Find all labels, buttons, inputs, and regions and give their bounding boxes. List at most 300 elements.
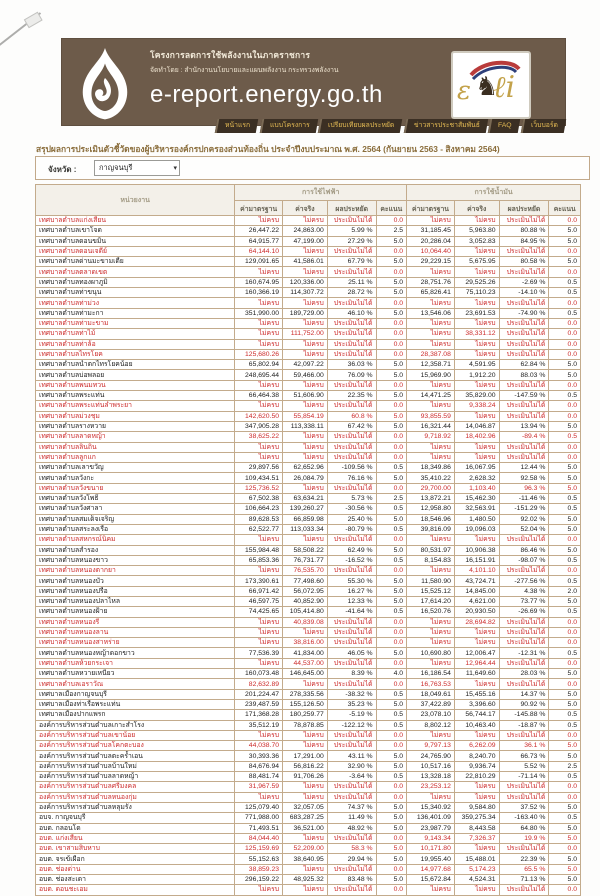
value-cell-6: 13.94 % xyxy=(499,421,549,431)
value-cell-0: 35,512.19 xyxy=(235,720,283,730)
value-cell-7: 5.0 xyxy=(549,463,581,473)
table-row xyxy=(36,813,581,823)
value-cell-4: ไม่ครบ xyxy=(407,627,455,637)
value-cell-4: 9,143.34 xyxy=(407,833,455,843)
org-name-cell: องค์การบริหารส่วนตำบลโคกตะบอง xyxy=(36,741,235,751)
svg-text:♞: ♞ xyxy=(475,71,499,101)
project-title: โครงการลดการใช้พลังงานในภาคราชการ xyxy=(150,50,311,60)
value-cell-2: -30.56 % xyxy=(327,504,376,514)
value-cell-5: 10,463.40 xyxy=(454,720,499,730)
value-cell-7: 0.0 xyxy=(549,452,581,462)
value-cell-7: 5.0 xyxy=(549,514,581,524)
value-cell-5: 15,488.01 xyxy=(454,854,499,864)
value-cell-5: ไม่ครบ xyxy=(454,339,499,349)
value-cell-3: 5.0 xyxy=(376,391,407,401)
org-name-cell: เทศบาลตำบลเขาโจด xyxy=(36,226,235,236)
column-header-org: หน่วยงาน xyxy=(36,185,235,216)
value-cell-2: 43.11 % xyxy=(327,751,376,761)
table-row xyxy=(36,823,581,833)
value-cell-4: ไม่ครบ xyxy=(407,535,455,545)
value-cell-4: 136,401.09 xyxy=(407,813,455,823)
value-cell-0: 89,628.53 xyxy=(235,514,283,524)
value-cell-4: ไม่ครบ xyxy=(407,380,455,390)
value-cell-0: ไม่ครบ xyxy=(235,885,283,895)
org-name-cell: เทศบาลตำบลพระแท่น xyxy=(36,391,235,401)
value-cell-2: ประเมินไม่ได้ xyxy=(327,730,376,740)
value-cell-2: ประเมินไม่ได้ xyxy=(327,452,376,462)
value-cell-1: ไม่ครบ xyxy=(283,452,328,462)
table-row xyxy=(36,267,581,277)
value-cell-7: 5.0 xyxy=(549,257,581,267)
value-cell-4: ไม่ครบ xyxy=(407,339,455,349)
value-cell-6: 90.92 % xyxy=(499,699,549,709)
value-cell-3: 0.0 xyxy=(376,864,407,874)
value-cell-4: ไม่ครบ xyxy=(407,298,455,308)
table-row xyxy=(36,802,581,812)
table-row xyxy=(36,514,581,524)
value-cell-7: 0.0 xyxy=(549,679,581,689)
org-name-cell: องค์การบริหารส่วนตำบลหนองกุ่ม xyxy=(36,792,235,802)
value-cell-7: 0.0 xyxy=(549,782,581,792)
org-name-cell: เทศบาลตำบลไทรโยค xyxy=(36,349,235,359)
table-row xyxy=(36,236,581,246)
value-cell-4: 13,546.06 xyxy=(407,308,455,318)
value-cell-6: -18.87 % xyxy=(499,720,549,730)
nav-item-4[interactable]: FAQ xyxy=(488,119,520,133)
value-cell-1: 77,498.60 xyxy=(283,576,328,586)
value-cell-6: ประเมินไม่ได้ xyxy=(499,216,549,226)
value-cell-7: 0.5 xyxy=(549,555,581,565)
value-cell-7: 0.0 xyxy=(549,885,581,895)
value-cell-0: 84,676.94 xyxy=(235,761,283,771)
table-row xyxy=(36,679,581,689)
value-cell-2: 27.29 % xyxy=(327,236,376,246)
org-name-cell: อบจ. กาญจนบุรี xyxy=(36,813,235,823)
group-header-electricity: การใช้ไฟฟ้า xyxy=(235,185,407,201)
value-cell-2: -3.64 % xyxy=(327,772,376,782)
value-cell-3: 4.0 xyxy=(376,669,407,679)
value-cell-5: 75,110.23 xyxy=(454,288,499,298)
value-cell-2: ประเมินไม่ได้ xyxy=(327,658,376,668)
value-cell-3: 0.0 xyxy=(376,380,407,390)
value-cell-2: ประเมินไม่ได้ xyxy=(327,329,376,339)
value-cell-4: 8,802.12 xyxy=(407,720,455,730)
value-cell-0: 46,597.75 xyxy=(235,596,283,606)
value-cell-1: 41,586.01 xyxy=(283,257,328,267)
value-cell-6: 71.13 % xyxy=(499,875,549,885)
value-cell-7: 0.0 xyxy=(549,411,581,421)
eppo-mascot-logo xyxy=(451,51,531,119)
value-cell-6: ประเมินไม่ได้ xyxy=(499,380,549,390)
value-cell-6: ประเมินไม่ได้ xyxy=(499,339,549,349)
page-subtitle: สรุปผลการประเมินตัวชี้วัดของผู้บริหารองค์กรปกครองส่วนท้องถิ่น ประจำปีงบประมาณ พ.ศ. 2564 (กันยายน 2563 - สิงหาคม 2564) xyxy=(36,144,500,154)
subheader-elec-standard: ค่ามาตรฐาน xyxy=(235,201,283,216)
chevron-down-icon: ▾ xyxy=(173,165,177,172)
value-cell-1: ไม่ครบ xyxy=(283,782,328,792)
value-cell-4: 29,700.00 xyxy=(407,483,455,493)
table-row xyxy=(36,298,581,308)
value-cell-6: ประเมินไม่ได้ xyxy=(499,411,549,421)
value-cell-6: ประเมินไม่ได้ xyxy=(499,885,549,895)
value-cell-7: 0.0 xyxy=(549,246,581,256)
value-cell-7: 2.5 xyxy=(549,761,581,771)
org-name-cell: เทศบาลตำบลดอนขมิ้น xyxy=(36,236,235,246)
value-cell-5: 9,936.74 xyxy=(454,761,499,771)
value-cell-5: 15,455.16 xyxy=(454,689,499,699)
value-cell-1: ไม่ครบ xyxy=(283,535,328,545)
value-cell-3: 5.0 xyxy=(376,308,407,318)
value-cell-2: -38.32 % xyxy=(327,689,376,699)
value-cell-4: ไม่ครบ xyxy=(407,566,455,576)
results-table-wrap xyxy=(35,184,581,896)
value-cell-2: 32.90 % xyxy=(327,761,376,771)
value-cell-5: ไม่ครบ xyxy=(454,885,499,895)
value-cell-2: 58.3 % xyxy=(327,844,376,854)
value-cell-6: 19.9 % xyxy=(499,833,549,843)
value-cell-6: ประเมินไม่ได้ xyxy=(499,442,549,452)
value-cell-7: 5.0 xyxy=(549,421,581,431)
org-name-cell: เทศบาลเมืองกาญจนบุรี xyxy=(36,689,235,699)
value-cell-6: 22.39 % xyxy=(499,854,549,864)
value-cell-4: 12,358.71 xyxy=(407,360,455,370)
value-cell-2: ประเมินไม่ได้ xyxy=(327,833,376,843)
org-name-cell: เทศบาลตำบลลูกแก xyxy=(36,452,235,462)
value-cell-7: 0.0 xyxy=(549,627,581,637)
value-cell-3: 5.0 xyxy=(376,257,407,267)
value-cell-4: 15,525.12 xyxy=(407,586,455,596)
value-cell-3: 5.0 xyxy=(376,854,407,864)
value-cell-0: 66,971.42 xyxy=(235,586,283,596)
value-cell-1: 120,336.00 xyxy=(283,277,328,287)
value-cell-7: 0.0 xyxy=(549,792,581,802)
value-cell-2: 5.99 % xyxy=(327,226,376,236)
value-cell-2: ประเมินไม่ได้ xyxy=(327,216,376,226)
value-cell-0: ไม่ครบ xyxy=(235,658,283,668)
value-cell-1: 42,097.22 xyxy=(283,360,328,370)
value-cell-7: 0.5 xyxy=(549,391,581,401)
value-cell-6: ประเมินไม่ได้ xyxy=(499,329,549,339)
value-cell-5: 3,396.60 xyxy=(454,699,499,709)
value-cell-1: 40,839.08 xyxy=(283,617,328,627)
value-cell-5: 38,331.12 xyxy=(454,329,499,339)
svg-text:ε: ε xyxy=(457,76,471,106)
value-cell-5: 14,046.87 xyxy=(454,421,499,431)
value-cell-6: 80.88 % xyxy=(499,226,549,236)
value-cell-1: ไม่ครบ xyxy=(283,380,328,390)
value-cell-1: ไม่ครบ xyxy=(283,401,328,411)
nav-item-3[interactable]: ข่าวสารประชาสัมพันธ์ xyxy=(403,119,487,133)
org-name-cell: เทศบาลตำบลหนองหญ้าดอกขาว xyxy=(36,648,235,658)
value-cell-3: 0.0 xyxy=(376,885,407,895)
value-cell-6: 88.03 % xyxy=(499,370,549,380)
value-cell-3: 0.5 xyxy=(376,720,407,730)
value-cell-3: 0.0 xyxy=(376,298,407,308)
value-cell-4: 18,049.61 xyxy=(407,689,455,699)
table-row xyxy=(36,483,581,493)
table-row xyxy=(36,658,581,668)
value-cell-1: ไม่ครบ xyxy=(283,885,328,895)
value-cell-7: 0.0 xyxy=(549,617,581,627)
value-cell-0: 64,144.10 xyxy=(235,246,283,256)
value-cell-7: 0.5 xyxy=(549,813,581,823)
subheader-elec-score: คะแนน xyxy=(376,201,407,216)
value-cell-6: -163.40 % xyxy=(499,813,549,823)
value-cell-0: 82,632.89 xyxy=(235,679,283,689)
value-cell-3: 0.0 xyxy=(376,267,407,277)
value-cell-0: 106,664.23 xyxy=(235,504,283,514)
table-row xyxy=(36,607,581,617)
org-name-cell: องค์การบริหารส่วนตำบลตะคร้ำเอน xyxy=(36,751,235,761)
value-cell-0: 160,674.95 xyxy=(235,277,283,287)
table-row xyxy=(36,288,581,298)
table-row xyxy=(36,792,581,802)
value-cell-7: 5.0 xyxy=(549,875,581,885)
value-cell-7: 5.0 xyxy=(549,699,581,709)
value-cell-6: ประเมินไม่ได้ xyxy=(499,318,549,328)
nav-item-1[interactable]: แบบโครงการ xyxy=(259,119,317,133)
value-cell-0: ไม่ครบ xyxy=(235,566,283,576)
org-name-cell: เทศบาลตำบลตลาดเขต xyxy=(36,267,235,277)
org-name-cell: เทศบาลตำบลบ่อพลอย xyxy=(36,370,235,380)
table-row xyxy=(36,730,581,740)
value-cell-6: 80.58 % xyxy=(499,257,549,267)
value-cell-7: 0.0 xyxy=(549,267,581,277)
value-cell-7: 0.0 xyxy=(549,442,581,452)
value-cell-1: ไม่ครบ xyxy=(283,442,328,452)
value-cell-4: 20,286.04 xyxy=(407,236,455,246)
table-row xyxy=(36,421,581,431)
org-name-cell: องค์การบริหารส่วนตำบลบ้านใหม่ xyxy=(36,761,235,771)
value-cell-3: 0.0 xyxy=(376,216,407,226)
value-cell-0: 62,522.77 xyxy=(235,524,283,534)
value-cell-4: ไม่ครบ xyxy=(407,442,455,452)
value-cell-0: 55,152.63 xyxy=(235,854,283,864)
value-cell-0: 125,736.52 xyxy=(235,483,283,493)
org-name-cell: เทศบาลตำบลรางหวาย xyxy=(36,421,235,431)
org-name-cell: เทศบาลตำบลท่าม่วง xyxy=(36,298,235,308)
value-cell-1: 26,084.79 xyxy=(283,473,328,483)
value-cell-7: 0.5 xyxy=(549,288,581,298)
site-title: e-report.energy.go.th xyxy=(150,81,383,108)
value-cell-5: 7,326.37 xyxy=(454,833,499,843)
table-row xyxy=(36,360,581,370)
value-cell-0: ไม่ครบ xyxy=(235,730,283,740)
value-cell-4: 28,751.76 xyxy=(407,277,455,287)
org-name-cell: เทศบาลตำบลเอราวัณ xyxy=(36,679,235,689)
value-cell-3: 0.0 xyxy=(376,833,407,843)
value-cell-1: ไม่ครบ xyxy=(283,298,328,308)
value-cell-4: 65,826.41 xyxy=(407,288,455,298)
value-cell-6: ประเมินไม่ได้ xyxy=(499,730,549,740)
value-cell-7: 0.0 xyxy=(549,329,581,339)
table-row xyxy=(36,854,581,864)
table-row xyxy=(36,401,581,411)
value-cell-0: 239,487.59 xyxy=(235,699,283,709)
org-name-cell: เทศบาลตำบลหวายเหนียว xyxy=(36,669,235,679)
value-cell-0: 44,038.70 xyxy=(235,741,283,751)
value-cell-2: -16.52 % xyxy=(327,555,376,565)
value-cell-2: 16.27 % xyxy=(327,586,376,596)
org-name-cell: องค์การบริหารส่วนตำบลหลุมรัง xyxy=(36,802,235,812)
value-cell-1: 24,863.00 xyxy=(283,226,328,236)
org-name-cell: เทศบาลตำบลหนองบัว xyxy=(36,576,235,586)
value-cell-5: 1,480.50 xyxy=(454,514,499,524)
value-cell-6: 84.95 % xyxy=(499,236,549,246)
value-cell-4: 10,517.16 xyxy=(407,761,455,771)
org-name-cell: เทศบาลตำบลท่าล้อ xyxy=(36,339,235,349)
value-cell-3: 5.0 xyxy=(376,514,407,524)
value-cell-7: 5.0 xyxy=(549,854,581,864)
value-cell-4: ไม่ครบ xyxy=(407,216,455,226)
value-cell-0: 66,464.38 xyxy=(235,391,283,401)
value-cell-6: 73.77 % xyxy=(499,596,549,606)
value-cell-2: 67.42 % xyxy=(327,421,376,431)
value-cell-5: ไม่ครบ xyxy=(454,535,499,545)
value-cell-6: ประเมินไม่ได้ xyxy=(499,349,549,359)
nav-item-2[interactable]: เปรียบเทียบผลประหยัด xyxy=(318,119,403,133)
value-cell-6: ประเมินไม่ได้ xyxy=(499,679,549,689)
value-cell-6: ประเมินไม่ได้ xyxy=(499,658,549,668)
value-cell-3: 0.0 xyxy=(376,782,407,792)
value-cell-0: ไม่ครบ xyxy=(235,339,283,349)
nav-item-0[interactable]: หน้าแรก xyxy=(215,119,259,133)
value-cell-6: 12.44 % xyxy=(499,463,549,473)
org-name-cell: เทศบาลตำบลม่วงชุม xyxy=(36,411,235,421)
value-cell-7: 0.5 xyxy=(549,720,581,730)
value-cell-4: 31,185.45 xyxy=(407,226,455,236)
value-cell-3: 5.0 xyxy=(376,545,407,555)
value-cell-5: 14,845.00 xyxy=(454,586,499,596)
table-row xyxy=(36,226,581,236)
table-row xyxy=(36,524,581,534)
value-cell-3: 5.0 xyxy=(376,576,407,586)
org-name-cell: เทศบาลตำบลสำรอง xyxy=(36,545,235,555)
value-cell-3: 5.0 xyxy=(376,844,407,854)
value-cell-0: 771,988.00 xyxy=(235,813,283,823)
value-cell-5: 4,101.10 xyxy=(454,566,499,576)
value-cell-5: 5,963.80 xyxy=(454,226,499,236)
value-cell-4: 13,328.18 xyxy=(407,772,455,782)
value-cell-3: 0.0 xyxy=(376,442,407,452)
value-cell-0: 109,434.51 xyxy=(235,473,283,483)
value-cell-6: 14.37 % xyxy=(499,689,549,699)
value-cell-5: ไม่ครบ xyxy=(454,452,499,462)
org-name-cell: เทศบาลตำบลท่ามะขาม xyxy=(36,318,235,328)
value-cell-6: ประเมินไม่ได้ xyxy=(499,792,549,802)
value-cell-4: 18,546.96 xyxy=(407,514,455,524)
table-row xyxy=(36,669,581,679)
value-cell-3: 0.0 xyxy=(376,401,407,411)
value-cell-3: 0.5 xyxy=(376,504,407,514)
value-cell-4: ไม่ครบ xyxy=(407,401,455,411)
value-cell-7: 0.5 xyxy=(549,648,581,658)
value-cell-2: ประเมินไม่ได้ xyxy=(327,483,376,493)
value-cell-3: 5.0 xyxy=(376,421,407,431)
value-cell-1: 59,466.00 xyxy=(283,370,328,380)
table-row xyxy=(36,380,581,390)
org-name-cell: เทศบาลตำบลดอนเจดีย์ xyxy=(36,246,235,256)
value-cell-2: 8.39 % xyxy=(327,669,376,679)
value-cell-4: 16,520.76 xyxy=(407,607,455,617)
table-row xyxy=(36,545,581,555)
table-row xyxy=(36,627,581,637)
value-cell-1: 76,535.70 xyxy=(283,566,328,576)
value-cell-3: 0.0 xyxy=(376,679,407,689)
value-cell-1: ไม่ครบ xyxy=(283,679,328,689)
value-cell-0: 155,984.48 xyxy=(235,545,283,555)
value-cell-4: 15,969.90 xyxy=(407,370,455,380)
value-cell-1: 180,259.77 xyxy=(283,710,328,720)
nav-item-5[interactable]: เว็บบอร์ด xyxy=(521,119,566,133)
table-row xyxy=(36,648,581,658)
value-cell-5: ไม่ครบ xyxy=(454,298,499,308)
value-cell-5: ไม่ครบ xyxy=(454,216,499,226)
value-cell-5: 16,151.91 xyxy=(454,555,499,565)
value-cell-2: ประเมินไม่ได้ xyxy=(327,617,376,627)
value-cell-5: 4,524.31 xyxy=(454,875,499,885)
value-cell-0: 26,447.22 xyxy=(235,226,283,236)
value-cell-5: 19,096.03 xyxy=(454,524,499,534)
org-name-cell: อบต. ดอนชะเอม xyxy=(36,885,235,895)
value-cell-0: 29,897.56 xyxy=(235,463,283,473)
value-cell-6: -74.90 % xyxy=(499,308,549,318)
value-cell-0: 129,091.65 xyxy=(235,257,283,267)
value-cell-5: 12,964.44 xyxy=(454,658,499,668)
value-cell-4: 14,977.68 xyxy=(407,864,455,874)
value-cell-7: 0.5 xyxy=(549,277,581,287)
value-cell-4: ไม่ครบ xyxy=(407,617,455,627)
table-row xyxy=(36,638,581,648)
value-cell-3: 0.0 xyxy=(376,349,407,359)
org-name-cell: เทศบาลตำบลห้วยกระเจา xyxy=(36,658,235,668)
value-cell-0: ไม่ครบ xyxy=(235,216,283,226)
province-select[interactable] xyxy=(94,160,180,176)
value-cell-2: ประเมินไม่ได้ xyxy=(327,535,376,545)
value-cell-3: 5.0 xyxy=(376,648,407,658)
value-cell-0: ไม่ครบ xyxy=(235,329,283,339)
value-cell-0: 65,802.94 xyxy=(235,360,283,370)
value-cell-4: 10,690.80 xyxy=(407,648,455,658)
value-cell-1: ไม่ครบ xyxy=(283,483,328,493)
org-name-cell: เทศบาลตำบลท่ามะกา xyxy=(36,308,235,318)
value-cell-5: 16,067.95 xyxy=(454,463,499,473)
value-cell-2: ประเมินไม่ได้ xyxy=(327,638,376,648)
value-cell-4: 14,471.25 xyxy=(407,391,455,401)
value-cell-4: 35,410.22 xyxy=(407,473,455,483)
value-cell-0: 201,224.47 xyxy=(235,689,283,699)
value-cell-7: 5.0 xyxy=(549,833,581,843)
org-name-cell: อบต. กลอนโด xyxy=(36,823,235,833)
value-cell-5: 359,275.34 xyxy=(454,813,499,823)
value-cell-5: 20,930.50 xyxy=(454,607,499,617)
table-row xyxy=(36,473,581,483)
site-header xyxy=(62,39,565,129)
value-cell-5: ไม่ครบ xyxy=(454,730,499,740)
nav-bar xyxy=(213,119,565,133)
value-cell-6: ประเมินไม่ได้ xyxy=(499,267,549,277)
value-cell-2: ประเมินไม่ได้ xyxy=(327,782,376,792)
value-cell-2: ประเมินไม่ได้ xyxy=(327,741,376,751)
org-name-cell: องค์การบริหารส่วนตำบลศรีมงคล xyxy=(36,782,235,792)
value-cell-1: 146,645.00 xyxy=(283,669,328,679)
value-cell-2: 5.73 % xyxy=(327,494,376,504)
value-cell-3: 5.0 xyxy=(376,277,407,287)
value-cell-4: ไม่ครบ xyxy=(407,885,455,895)
value-cell-3: 0.0 xyxy=(376,566,407,576)
value-cell-5: ไม่ครบ xyxy=(454,411,499,421)
value-cell-6: 36.1 % xyxy=(499,741,549,751)
value-cell-4: 23,253.12 xyxy=(407,782,455,792)
